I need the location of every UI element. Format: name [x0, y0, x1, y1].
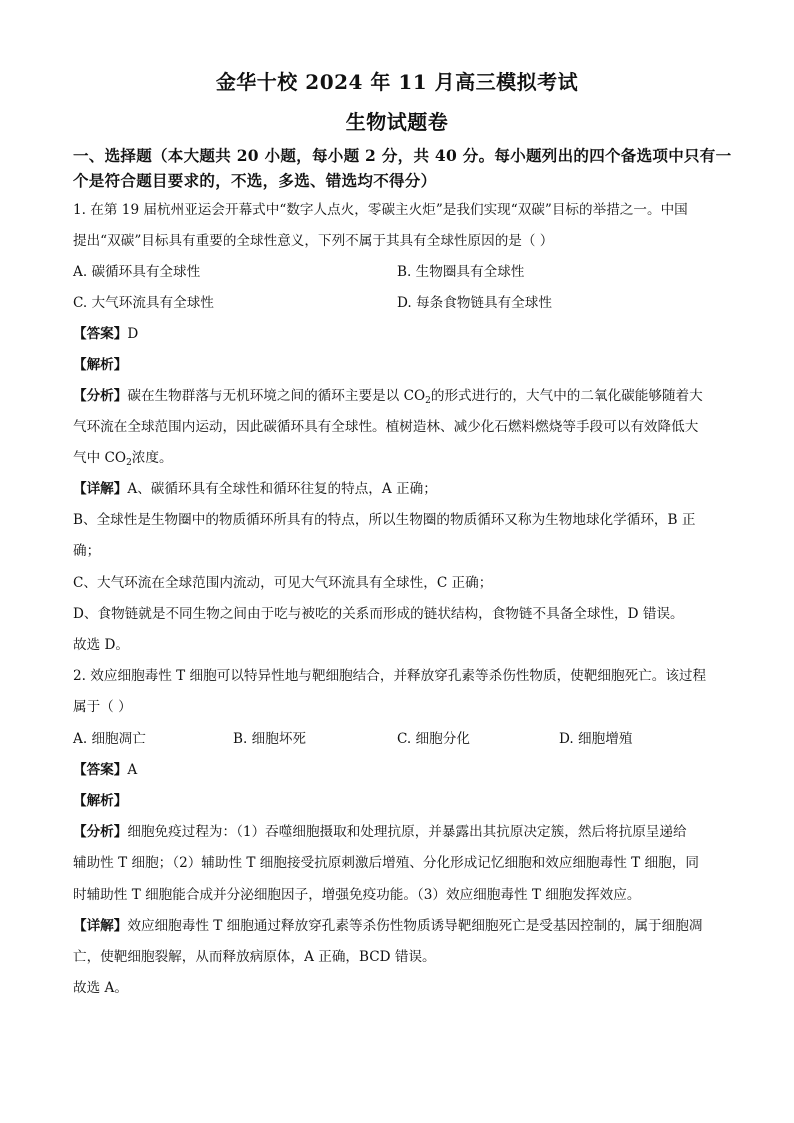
q2-option-b: B. 细胞坏死 — [233, 731, 307, 747]
q1-conclusion: 故选 D。 — [73, 637, 130, 653]
q1-xiangjie-line1 — [73, 479, 723, 499]
fenxi-text: 气中 CO — [73, 450, 127, 466]
q1-fenxi-line3 — [73, 448, 723, 468]
answer-tag: 【答案】 — [73, 762, 128, 778]
q1-answer — [73, 324, 723, 344]
page-subtitle: 生物试题卷 — [345, 110, 449, 134]
q1-xiangjie-line2: B、全球性是生物圈中的物质循环所具有的特点，所以生物圈的物质循环又称为生物地球化学循环，B 正 — [73, 512, 696, 528]
q2-analysis-tag — [73, 791, 723, 811]
q2-xiangjie-line1 — [73, 916, 723, 936]
fenxi-text: 浓度。 — [131, 450, 173, 466]
section-heading-line2: 个是符合题目要求的，不选，多选、错选均不得分） — [73, 171, 437, 190]
xiangjie-tag: 【详解】 — [73, 918, 128, 934]
q1-option-c: C. 大气环流具有全球性 — [73, 295, 214, 311]
q2-option-c: C. 细胞分化 — [397, 731, 470, 747]
analysis-tag: 【解析】 — [73, 357, 128, 373]
fenxi-text: 的形式进行的，大气中的二氧化碳能够随着大 — [430, 388, 703, 404]
q1-xiangjie-line5: D、食物链就是不同生物之间由于吃与被吃的关系而形成的链状结构，食物链不具备全球性，D 错误。 — [73, 606, 684, 622]
xiangjie-text: A、碳循环具有全球性和循环往复的特点，A 正确； — [127, 481, 437, 497]
q1-option-d: D. 每条食物链具有全球性 — [397, 295, 552, 311]
q1-xiangjie-line4: C、大气环流在全球范围内流动，可见大气环流具有全球性，C 正确； — [73, 575, 493, 591]
subscript: 2 — [126, 458, 132, 468]
q2-fenxi-line2: 辅助性 T 细胞；（2）辅助性 T 细胞接受抗原刺激后增殖、分化形成记忆细胞和效应细胞毒性 T 细胞，同 — [73, 855, 699, 871]
fenxi-text: 细胞免疫过程为：（1）吞噬细胞摄取和处理抗原，并暴露出其抗原决定簇，然后将抗原呈递给 — [127, 824, 687, 840]
fenxi-tag: 【分析】 — [73, 824, 128, 840]
q1-analysis-tag — [73, 355, 723, 375]
q2-option-a: A. 细胞凋亡 — [73, 731, 146, 747]
analysis-tag: 【解析】 — [73, 793, 128, 809]
subscript: 2 — [425, 396, 431, 406]
answer-value: D — [127, 326, 139, 342]
q1-xiangjie-line3: 确； — [73, 543, 101, 559]
q2-fenxi-line1 — [73, 822, 723, 842]
q2-stem-line1: 2. 效应细胞毒性 T 细胞可以特异性地与靶细胞结合，并释放穿孔素等杀伤性物质，使靶细胞死亡。该过程 — [73, 668, 707, 684]
fenxi-text: 碳在生物群落与无机环境之间的循环主要是以 CO — [127, 388, 426, 404]
q2-option-d: D. 细胞增殖 — [559, 731, 633, 747]
q2-fenxi-line3: 时辅助性 T 细胞能合成并分泌细胞因子，增强免疫功能。（3）效应细胞毒性 T 细胞发挥效应。 — [73, 887, 641, 903]
fenxi-tag: 【分析】 — [73, 388, 128, 404]
answer-tag: 【答案】 — [73, 326, 128, 342]
q1-fenxi-line1 — [73, 386, 723, 406]
q2-stem-line2: 属于（ ） — [73, 699, 132, 715]
xiangjie-tag: 【详解】 — [73, 481, 128, 497]
xiangjie-text: 效应细胞毒性 T 细胞通过释放穿孔素等杀伤性物质诱导靶细胞死亡是受基因控制的，属于细胞凋 — [127, 918, 703, 934]
answer-value: A — [127, 762, 138, 778]
q2-xiangjie-line2: 亡，使靶细胞裂解，从而释放病原体，A 正确，BCD 错误。 — [73, 949, 436, 965]
q1-stem-line2: 提出“双碳”目标具有重要的全球性意义，下列不属于其具有全球性原因的是（ ） — [73, 233, 554, 249]
q1-fenxi-line2: 气环流在全球范围内运动，因此碳循环具有全球性。植树造林、减少化石燃料燃烧等手段可以有效降低大 — [73, 419, 699, 435]
q2-answer — [73, 760, 723, 780]
section-heading-line1: 一、选择题（本大题共 20 小题，每小题 2 分，共 40 分。每小题列出的四个备选项中只有一 — [73, 146, 732, 165]
q2-conclusion: 故选 A。 — [73, 980, 128, 996]
page-title: 金华十校 2024 年 11 月高三模拟考试 — [215, 70, 579, 94]
q1-stem-line1: 1. 在第 19 届杭州亚运会开幕式中“数字人点火，零碳主火炬”是我们实现“双碳”目标的举措之一。中国 — [73, 202, 688, 218]
q1-option-a: A. 碳循环具有全球性 — [73, 264, 201, 280]
q1-option-b: B. 生物圈具有全球性 — [397, 264, 525, 280]
